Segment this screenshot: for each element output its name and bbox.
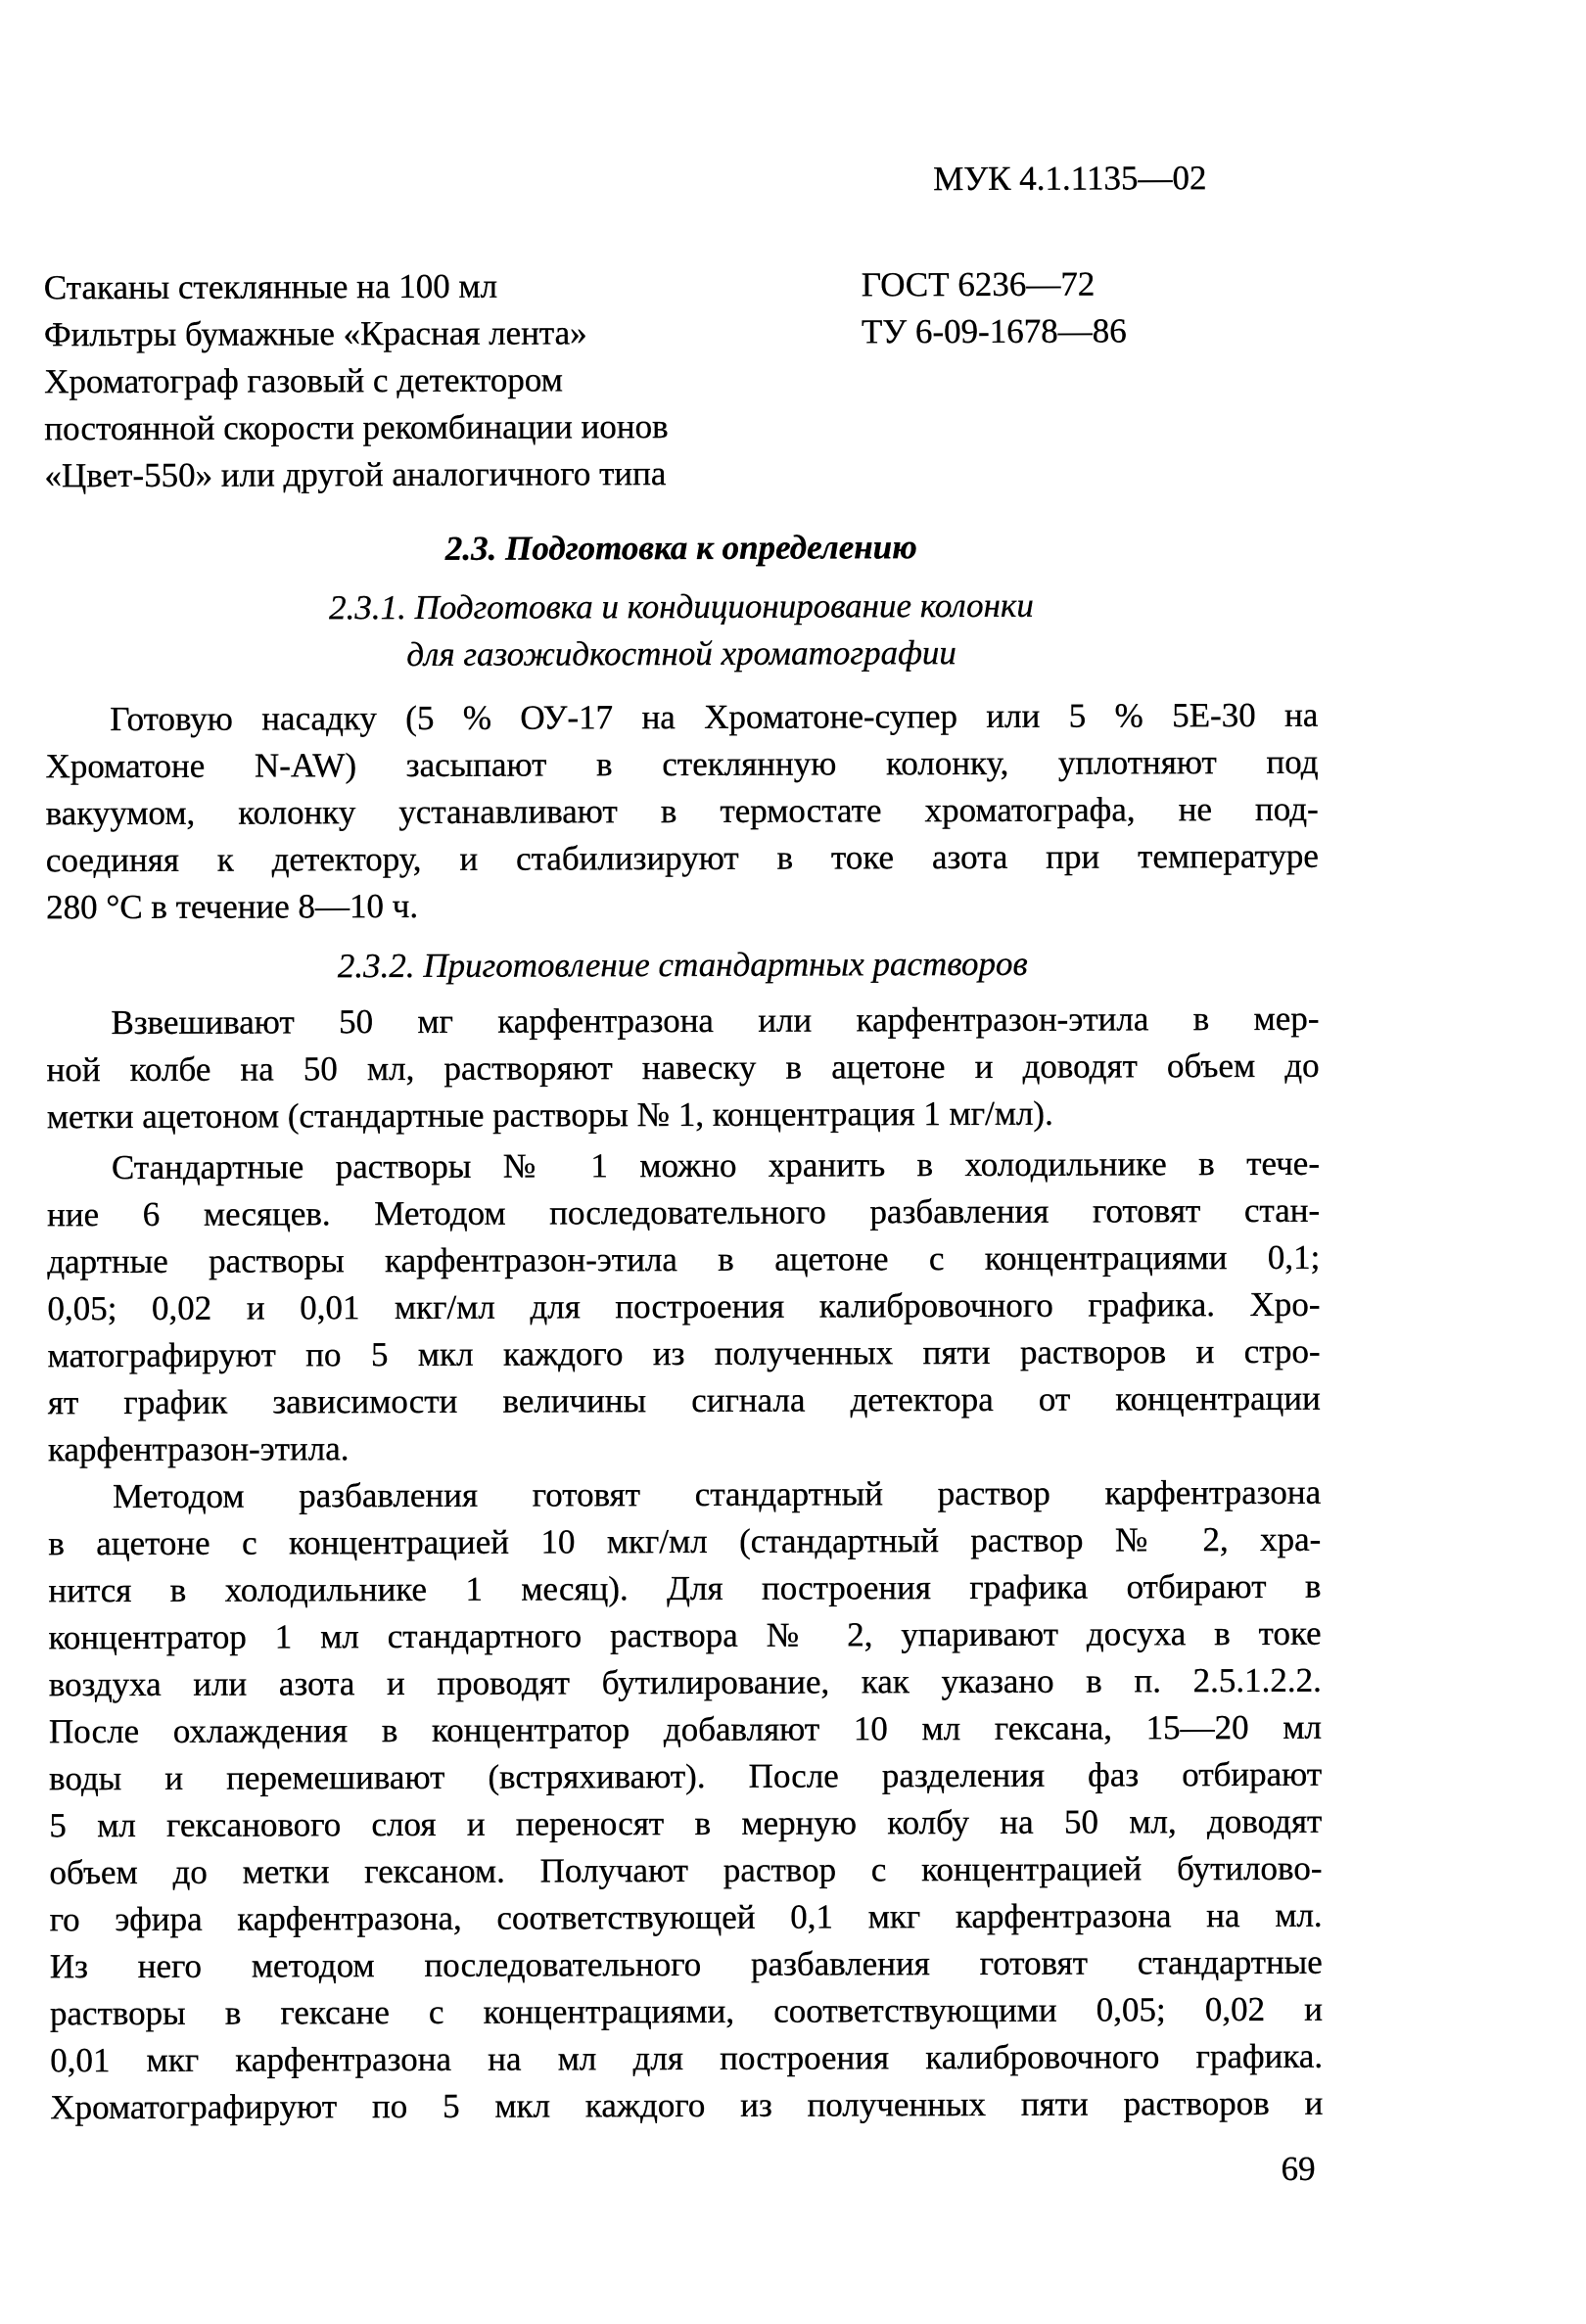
section-2-3-2 — [46, 940, 1323, 2132]
equipment-list — [44, 260, 1318, 500]
text-line: 0,01 мкг карфентразона на мл для построения калибровочного графика. — [50, 2036, 1324, 2080]
text-line: Методом разбавления готовят стандартный раствор карфентразона — [113, 1472, 1322, 1516]
text-line: ной колбе на 50 мл, растворяют навеску в ацетоне и доводят объем до — [46, 1046, 1320, 1090]
equipment-row — [44, 260, 1317, 312]
section-2-3 — [45, 523, 1318, 575]
text-line: воды и перемешивают (встряхивают). После разделения фаз отбирают — [49, 1754, 1323, 1798]
text-line: ние 6 месяцев. Методом последовательного разбавления готовят стан- — [47, 1190, 1321, 1234]
section-heading: для газожидкостной хроматографии — [406, 633, 956, 674]
equipment-name: «Цвет-550» или другой аналогичного типа — [44, 454, 667, 495]
paragraph — [48, 1469, 1323, 2132]
text-line: Хроматоне N-AW) засыпают в стеклянную колонку, уплотняют под — [45, 742, 1319, 786]
text-line: растворы в гексане с концентрациями, соответствующими 0,05; 0,02 и — [49, 1989, 1324, 2033]
text-line: нится в холодильнике 1 месяц). Для построения графика отбирают в — [48, 1566, 1322, 1610]
paragraph — [45, 692, 1319, 932]
paragraph — [47, 1140, 1321, 1474]
text-line: объем до метки гексаном. Получают раствор с концентрацией бутилово- — [49, 1848, 1323, 1892]
text-line: 280 °С в течение 8—10 ч. — [45, 886, 419, 927]
equipment-row — [44, 307, 1317, 359]
text-line: карфентразон-этила. — [47, 1429, 350, 1469]
text-line: Взвешивают 50 мг карфентразона или карфентразон-этила в мер- — [111, 999, 1320, 1043]
equipment-standard: ГОСТ 6236—72 — [861, 264, 1096, 304]
text-line: матографируют по 5 мкл каждого из полученных пяти растворов и стро- — [47, 1331, 1321, 1375]
paragraph — [46, 996, 1319, 1141]
section-heading: 2.3.2. Приготовление стандартных растворов — [337, 944, 1028, 986]
equipment-name: Стаканы стеклянные на 100 мл — [43, 266, 498, 307]
text-line: Из него методом последовательного разбавления готовят стандартные — [49, 1942, 1323, 1986]
section-2-3-1 — [45, 581, 1319, 932]
text-line: го эфира карфентразона, соответствующей 0,1 мкг карфентразона на мл. — [49, 1895, 1323, 1939]
page-number: 69 — [1281, 2149, 1316, 2188]
section-heading: 2.3. Подготовка к определению — [444, 528, 917, 568]
equipment-row — [44, 401, 1317, 453]
text-line: Хроматографируют по 5 мкл каждого из полученных пяти растворов и — [50, 2083, 1324, 2127]
text-line: 5 мл гексанового слоя и переносят в мерную колбу на 50 мл, доводят — [49, 1801, 1323, 1845]
text-line: ят график зависимости величины сигнала детектора от концентрации — [47, 1378, 1321, 1422]
text-line: вакуумом, колонку устанавливают в термостате хроматографа, не под- — [45, 789, 1319, 833]
doc-code: МУК 4.1.1135—02 — [933, 159, 1207, 199]
text-line: концентратор 1 мл стандартного раствора № 2, упаривают досуха в токе — [48, 1613, 1322, 1657]
text-line: Готовую насадку (5 % ОУ-17 на Хроматоне-супер или 5 % 5Е-30 на — [110, 695, 1319, 739]
text-line: воздуха или азота и проводят бутилирование, как указано в п. 2.5.1.2.2. — [48, 1660, 1322, 1704]
equipment-name: постоянной скорости рекомбинации ионов — [44, 407, 669, 448]
equipment-row — [44, 354, 1317, 406]
text-line: соединяя к детектору, и стабилизируют в токе азота при температуре — [45, 836, 1319, 880]
equipment-standard: ТУ 6-09-1678—86 — [861, 311, 1127, 351]
equipment-name: Фильтры бумажные «Красная лента» — [43, 313, 587, 354]
text-line: дартные растворы карфентразон-этила в ацетоне с концентрациями 0,1; — [47, 1237, 1321, 1281]
text-line: Стандартные растворы № 1 можно хранить в холодильнике в тече- — [111, 1143, 1321, 1187]
equipment-name: Хроматограф газовый с детектором — [44, 360, 563, 401]
text-line: После охлаждения в концентратор добавляют 10 мл гексана, 15—20 мл — [48, 1707, 1323, 1751]
sections — [45, 523, 1324, 2132]
text-line: метки ацетоном (стандартные растворы № 1, концентрация 1 мг/мл). — [46, 1093, 1053, 1137]
section-heading: 2.3.1. Подготовка и кондиционирование колонки — [328, 585, 1034, 627]
equipment-row — [44, 448, 1317, 500]
text-line: в ацетоне с концентрацией 10 мкг/мл (стандартный раствор № 2, хра- — [48, 1519, 1322, 1563]
text-line: 0,05; 0,02 и 0,01 мкг/мл для построения калибровочного графика. Хро- — [47, 1284, 1321, 1328]
page-content — [43, 155, 1323, 2198]
